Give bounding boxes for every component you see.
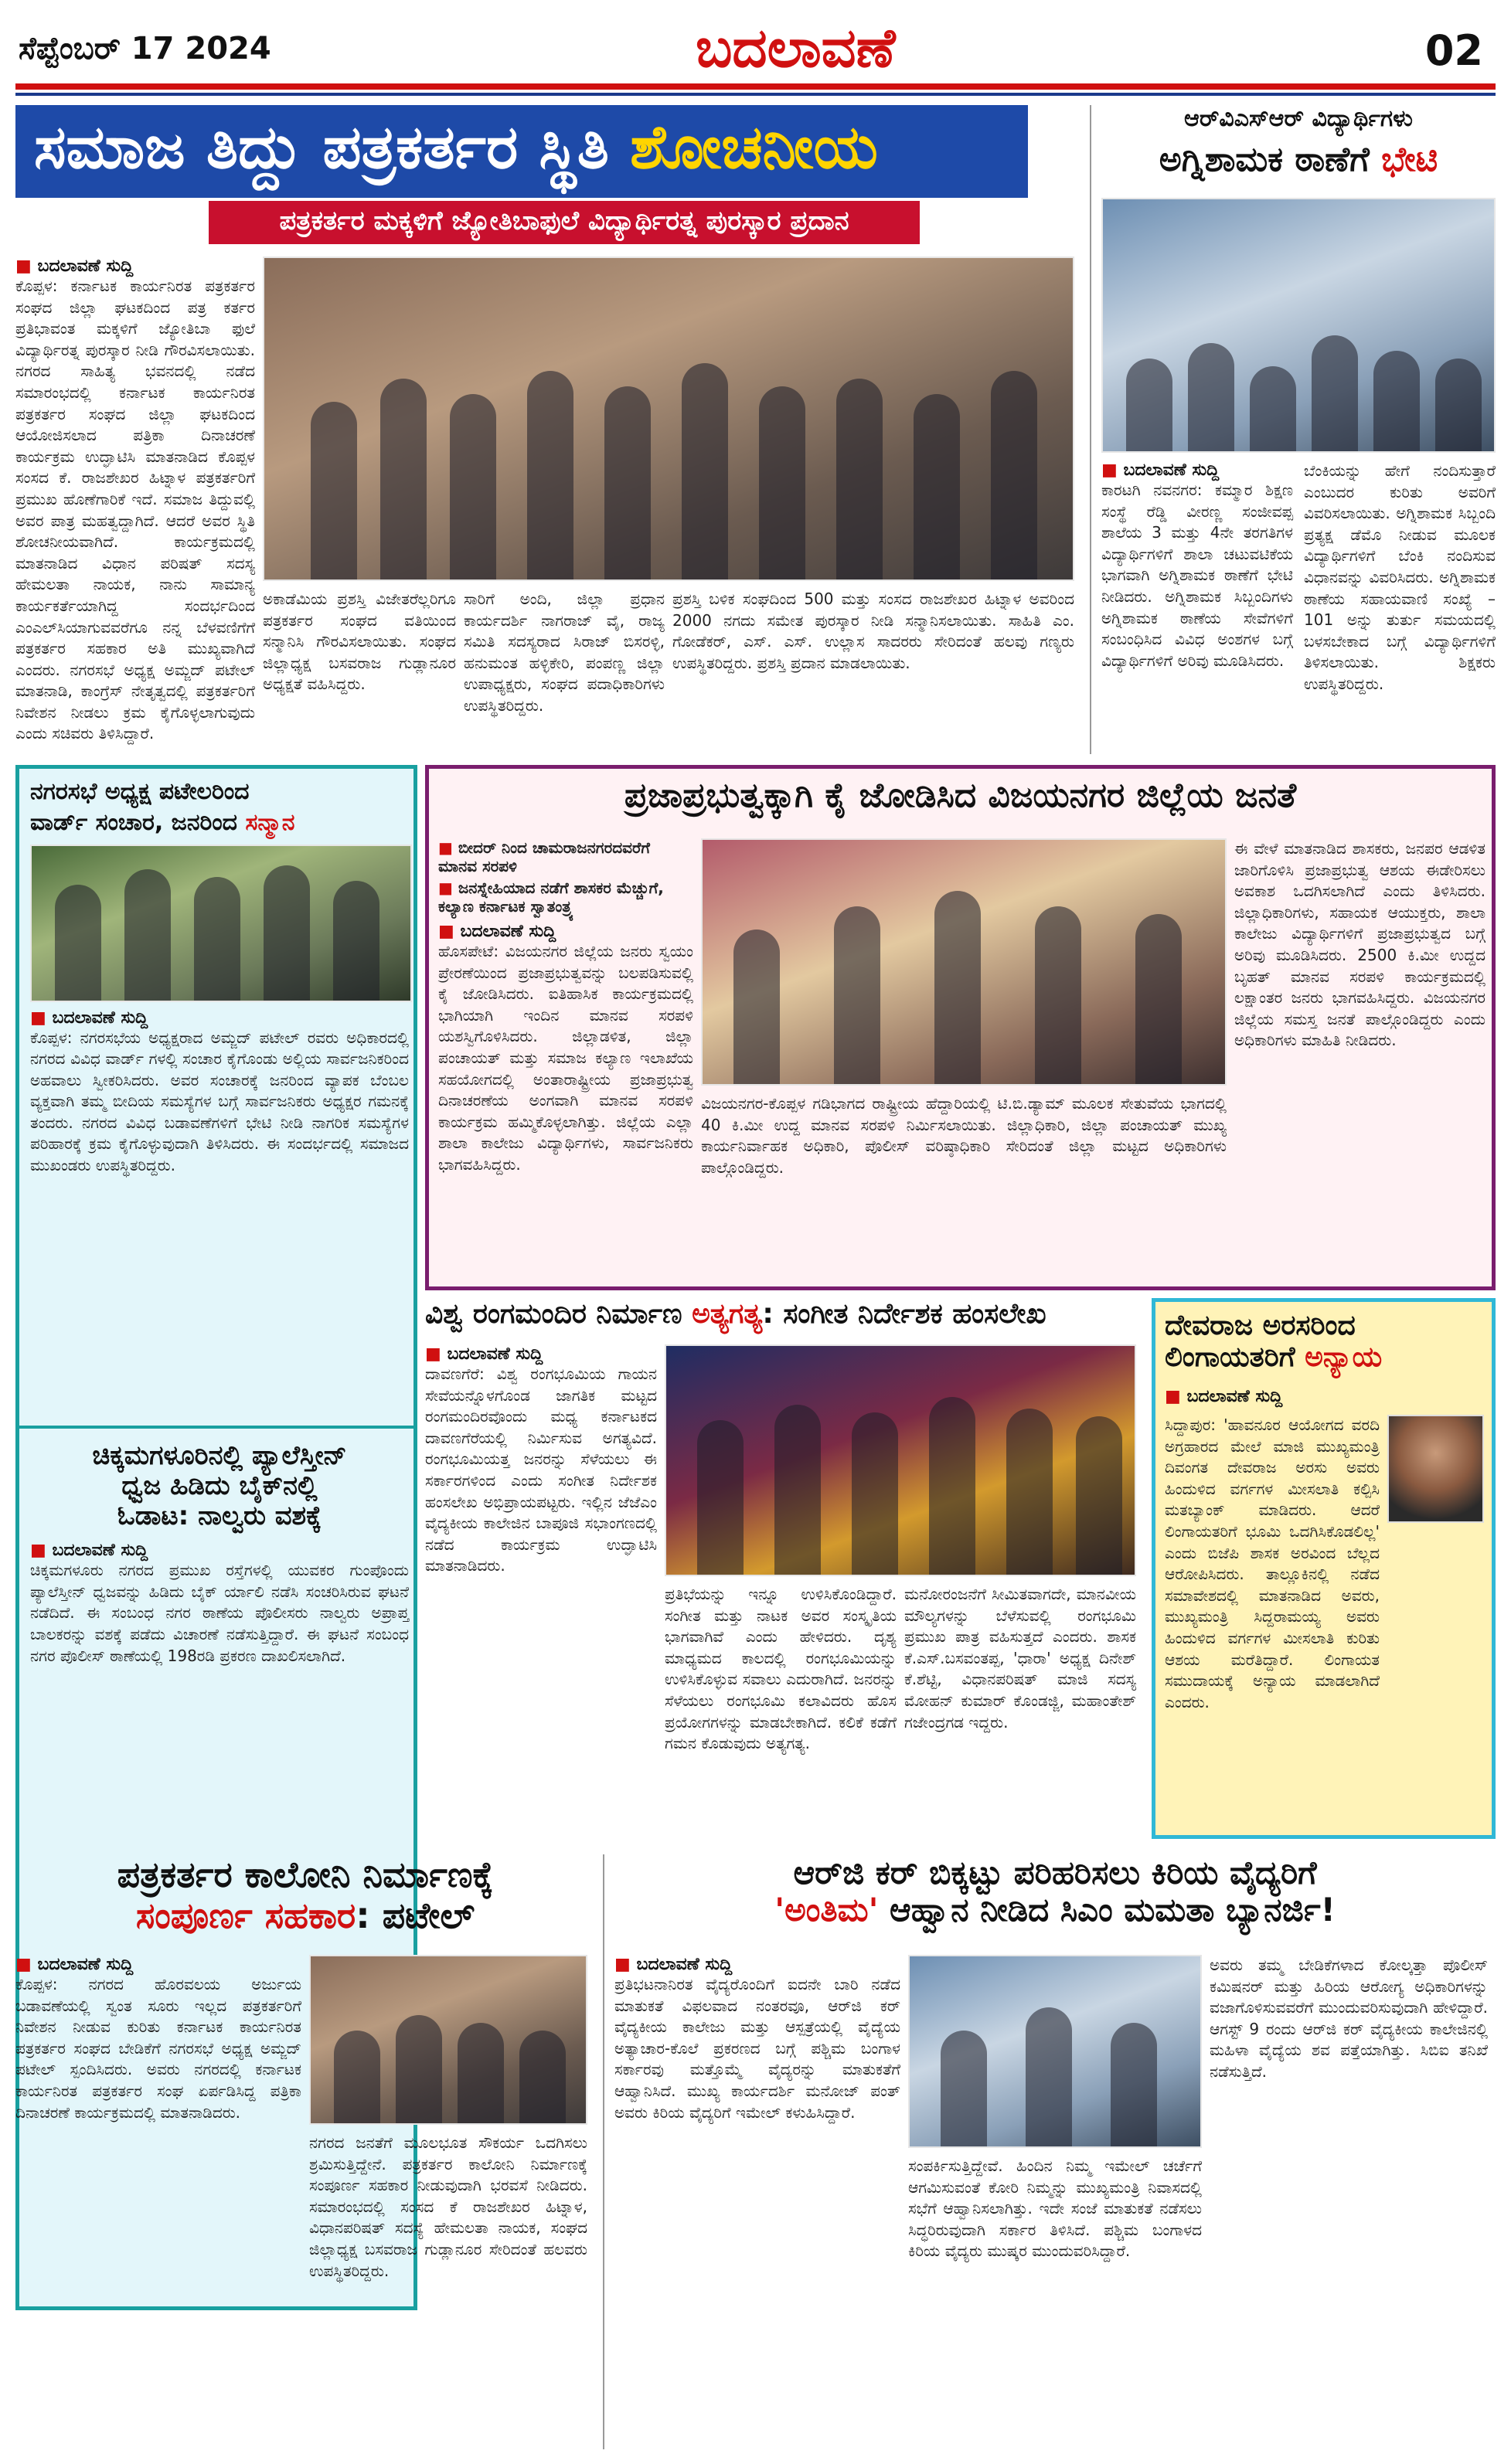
page-number: 02 xyxy=(1424,26,1483,75)
rvsr-headline-accent: ಭೇಟಿ xyxy=(1381,140,1438,179)
issue-date: ಸೆಪ್ಟೆಂಬರ್ 17 2024 xyxy=(19,31,271,66)
theatre-story xyxy=(425,1298,1144,1839)
rgkar-body-3: ಅವರು ತಮ್ಮ ಬೇಡಿಕೆಗಳಾದ ಕೋಲ್ಕತ್ತಾ ಪೊಲೀಸ್ ಕಮಿಷನರ್ ಮತ್ತು ಹಿರಿಯ ಆರೋಗ್ಯ ಅಧಿಕಾರಿಗಳನ್ನು ವಜಾಗೊಳಿಸುವವರೆಗೆ ಮುಂದುವರಿಸುವುದಾಗಿ ಹೇಳಿದ್ದಾರೆ. ಆಗಸ್ಟ್ 9 ರಂದು ಆರ್‌ಜಿ ಕರ್ ವೈದ್ಯಕೀಯ ಕಾಲೇಜಿನಲ್ಲಿ ಮಹಿಳಾ ವೈದ್ಯೆಯ ಶವ ಪತ್ತೆಯಾಗಿತ್ತು. ಸಿಬಿಐ ತನಿಖೆ ನಡೆಸುತ್ತಿದೆ. xyxy=(1210,1956,1488,2081)
ward-headline-main: ವಾರ್ಡ್ ಸಂಚಾರ, ಜನರಿಂದ xyxy=(30,809,246,836)
devaraj-headline-line-2 xyxy=(1165,1341,1485,1373)
democracy-body-3: ಈ ವೇಳೆ ಮಾತನಾಡಿದ ಶಾಸಕರು, ಜನಪರ ಆಡಳಿತ ಜಾರಿಗೊಳಿಸಿ ಪ್ರಜಾಪ್ರಭುತ್ವ ಆಶಯ ಈಡೇರಿಸಲು ಅವಕಾಶ ಒದಗಿಸಲಾಗಿದೆ ಎಂದು ತಿಳಿಸಿದರು. ಜಿಲ್ಲಾಧಿಕಾರಿಗಳು, ಸಹಾಯಕ ಆಯುಕ್ತರು, ಶಾಲಾ ಕಾಲೇಜು ವಿದ್ಯಾರ್ಥಿಗಳಿಗೆ ಪ್ರಜಾಪ್ರಭುತ್ವದ ಬಗ್ಗೆ ಅರಿವು ಮೂಡಿಸಿದರು. 2500 ಕಿ.ಮೀ ಉದ್ದದ ಬೃಹತ್ ಮಾನವ ಸರಪಳಿ ಕಾರ್ಯಕ್ರಮದಲ್ಲಿ ಲಕ್ಷಾಂತರ ಜನರು ಭಾಗವಹಿಸಿದ್ದರು. ವಿಜಯನಗರ ಜಿಲ್ಲೆಯ ಸಮಸ್ತ ಜನತೆ ಪಾಲ್ಗೊಂಡಿದ್ದರು ಎಂದು ಅಧಿಕಾರಿಗಳು ಮಾಹಿತಿ ನೀಡಿದರು. xyxy=(1234,839,1485,1050)
lead-column-1 xyxy=(15,257,255,743)
lead-strap: ಪತ್ರಕರ್ತರ ಮಕ್ಕಳಿಗೆ ಜ್ಯೋತಿಬಾಫುಲೆ ವಿದ್ಯಾರ್ಥಿರತ್ನ ಪುರಸ್ಕಾರ ಪ್ರದಾನ xyxy=(209,201,920,244)
lead-photo xyxy=(263,257,1074,581)
lead-body-4: ಪ್ರಶಸ್ತಿ ಬಳಿಕ ಸಂಘದಿಂದ 500 ಮತ್ತು ಸಂಸದ ರಾಜಶೇಖರ ಹಿಟ್ನಾಳ ಅವರಿಂದ 2000 ನಗದು ಸಮೇತ ಪುರಸ್ಕಾರ ನೀಡಿ ಸನ್ಮಾನಿಸಲಾಯಿತು. ಸಾಹಿತಿ ಎಂ. ಗೋಡೆಕರ್, ಎಸ್. ಎಸ್. ಉಲ್ಲಾಸ ಸಾದರರು ಸೇರಿದಂತೆ ಹಲವು ಗಣ್ಯರು ಉಪಸ್ಥಿತರಿದ್ದರು. ಪ್ರಶಸ್ತಿ ಪ್ರದಾನ ಮಾಡಲಾಯಿತು. xyxy=(672,590,1074,672)
theatre-body-3: ಮನೋರಂಜನೆಗೆ ಸೀಮಿತವಾಗದೇ, ಮಾನವೀಯ ಮೌಲ್ಯಗಳನ್ನು ಬೆಳೆಸುವಲ್ಲಿ ರಂಗಭೂಮಿ ಪ್ರಮುಖ ಪಾತ್ರ ವಹಿಸುತ್ತದೆ ಎಂದರು. ಶಾಸಕ ಕೆ.ಎಸ್.ಬಸವಂತಪ್ಪ, 'ಧಾರಾ' ಅಧ್ಯಕ್ಷ ದಿನೇಶ್ ಕೆ.ಶೆಟ್ಟಿ, ವಿಧಾನಪರಿಷತ್ ಮಾಜಿ ಸದಸ್ಯ ಮೋಹನ್ ಕುಮಾರ್ ಕೊಂಡಜ್ಜಿ, ಮಹಾಂತೇಶ್ ಗಜೇಂದ್ರಗಡ ಇದ್ದರು. xyxy=(904,1585,1136,1732)
ward-kicker: ನಗರಸಭೆ ಅಧ್ಯಕ್ಷ ಪಟೇಲರಿಂದ xyxy=(30,778,250,805)
democracy-bullet-1: ■ ಬೀದರ್ ನಿಂದ ಚಾಮರಾಜನಗರದವರೆಗೆ ಮಾನವ ಸರಪಳಿ xyxy=(438,838,693,875)
colony-body-2: ನಗರದ ಜನತೆಗೆ ಮೂಲಭೂತ ಸೌಕರ್ಯ ಒದಗಿಸಲು ಶ್ರಮಿಸುತ್ತಿದ್ದೇನೆ. ಪತ್ರಕರ್ತರ ಕಾಲೋನಿ ನಿರ್ಮಾಣಕ್ಕೆ ಸಂಪೂರ್ಣ ಸಹಕಾರ ನೀಡುವುದಾಗಿ ಭರವಸೆ ನೀಡಿದರು. ಸಮಾರಂಭದಲ್ಲಿ ಸಂಸದ ಕೆ ರಾಜಶೇಖರ ಹಿಟ್ನಾಳ, ವಿಧಾನಪರಿಷತ್ ಸದಸ್ಯೆ ಹೇಮಲತಾ ನಾಯಕ, ಸಂಘದ ಜಿಲ್ಲಾಧ್ಯಕ್ಷ ಬಸವರಾಜ ಗುಡ್ಲಾನೂರ ಸೇರಿದಂತೆ ಹಲವರು ಉಪಸ್ಥಿತರಿದ್ದರು. xyxy=(309,2133,587,2280)
chikmagalur-headline xyxy=(30,1441,409,1531)
column-divider xyxy=(1090,105,1091,754)
rvsr-kicker: ಆರ್‌ವಿಎಸ್‌ಆರ್ ವಿದ್ಯಾರ್ಥಿಗಳು xyxy=(1184,105,1413,132)
bottom-column-divider xyxy=(603,1854,604,2449)
rgkar-headline-accent: 'ಅಂತಿಮ' xyxy=(774,1891,879,1929)
colony-byline: ■ ಬದಲಾವಣೆ ಸುದ್ದಿ xyxy=(15,1955,301,1974)
newspaper-name: ಬದಲಾವಣೆ xyxy=(696,15,896,80)
rgkar-photo xyxy=(908,1955,1202,2148)
theatre-photo xyxy=(665,1344,1136,1576)
rvsr-body-2: ಬೆಂಕಿಯನ್ನು ಹೇಗೆ ನಂದಿಸುತ್ತಾರೆ ಎಂಬುದರ ಕುರಿತು ಅವರಿಗೆ ವಿವರಿಸಲಾಯಿತು. ಅಗ್ನಿಶಾಮಕ ಸಿಬ್ಬಂದಿ ಪ್ರತ್ಯಕ್ಷ ಡೆಮೊ ನೀಡುವ ಮೂಲಕ ವಿದ್ಯಾರ್ಥಿಗಳಿಗೆ ಬೆಂಕಿ ನಂದಿಸುವ ವಿಧಾನವನ್ನು ವಿವರಿಸಿದರು. ಅಗ್ನಿಶಾಮಕ ಠಾಣೆಯ ಸಹಾಯವಾಣಿ ಸಂಖ್ಯೆ – 101 ಅನ್ನು ತುರ್ತು ಸಮಯದಲ್ಲಿ ಬಳಸಬೇಕಾದ ಬಗ್ಗೆ ವಿದ್ಯಾರ್ಥಿಗಳಿಗೆ ತಿಳಿಸಲಾಯಿತು. ಶಿಕ್ಷಕರು ಉಪಸ್ಥಿತರಿದ್ದರು. xyxy=(1304,461,1496,693)
democracy-byline: ■ ಬದಲಾವಣೆ ಸುದ್ದಿ xyxy=(438,922,693,941)
theatre-headline-tail: : ಸಂಗೀತ ನಿರ್ದೇಶಕ ಹಂಸಲೇಖ xyxy=(762,1298,1046,1330)
rgkar-byline: ■ ಬದಲಾವಣೆ ಸುದ್ದಿ xyxy=(614,1955,900,1974)
lead-headline-accent: ಶೋಚನೀಯ xyxy=(630,113,878,182)
chikmagalur-headline-line-1: ಚಿಕ್ಕಮಗಳೂರಿನಲ್ಲಿ ಪ್ಯಾಲೆಸ್ತೀನ್ xyxy=(92,1440,347,1471)
ward-byline: ■ ಬದಲಾವಣೆ ಸುದ್ದಿ xyxy=(30,1008,409,1028)
devaraj-headline xyxy=(1165,1310,1485,1374)
democracy-bullet-2: ■ ಜನಸ್ನೇಹಿಯಾದ ನಡೆಗೆ ಶಾಸಕರ ಮೆಚ್ಚುಗೆ, ಕಲ್ಯಾಣ ಕರ್ನಾಟಕ ಸ್ವಾತಂತ್ರ್ಯ xyxy=(438,879,693,916)
colony-story xyxy=(15,1854,595,2449)
theatre-body-2: ಪ್ರತಿಭೆಯನ್ನು ಇನ್ನೂ ಉಳಿಸಿಕೊಂಡಿದ್ದಾರೆ. ಸಂಗೀತ ಮತ್ತು ನಾಟಕ ಅವರ ಸಂಸ್ಕೃತಿಯ ಭಾಗವಾಗಿವೆ ಎಂದು ಹೇಳಿದರು. ದೃಶ್ಯ ಮಾಧ್ಯಮದ ಕಾಲದಲ್ಲಿ ರಂಗಭೂಮಿಯನ್ನು ಉಳಿಸಿಕೊಳ್ಳುವ ಸವಾಲು ಎದುರಾಗಿದೆ. ಜನರನ್ನು ಸೆಳೆಯಲು ರಂಗಭೂಮಿ ಕಲಾವಿದರು ಹೊಸ ಪ್ರಯೋಗಗಳನ್ನು ಮಾಡಬೇಕಾಗಿದೆ. ಕಲಿಕೆ ಕಡೆಗೆ ಗಮನ ಕೊಡುವುದು ಅತ್ಯಗತ್ಯ. xyxy=(665,1585,897,1753)
colony-headline-line-2 xyxy=(15,1895,595,1936)
theatre-headline-main: ವಿಶ್ವ ರಂಗಮಂದಿರ ನಿರ್ಮಾಣ xyxy=(425,1298,693,1330)
devaraj-headline-line-1: ದೇವರಾಜ ಅರಸರಿಂದ xyxy=(1165,1310,1356,1341)
rvsr-photo xyxy=(1101,198,1496,453)
ward-story xyxy=(30,778,409,1399)
ward-headline-accent: ಸನ್ಮಾನ xyxy=(245,809,295,836)
colony-photo xyxy=(309,1955,587,2125)
colony-body-1: ಕೊಪ್ಪಳ: ನಗರದ ಹೊರವಲಯ ಅರ್ಜುಯ ಬಡಾವಣೆಯಲ್ಲಿ ಸ್ವಂತ ಸೂರು ಇಲ್ಲದ ಪತ್ರಕರ್ತರಿಗೆ ನಿವೇಶನ ನೀಡುವ ಕುರಿತು ಕರ್ನಾಟಕ ಕಾರ್ಯನಿರತ ಪತ್ರಕರ್ತರ ಸಂಘದ ಬೇಡಿಕೆಗೆ ನಗರಸಭೆ ಅಧ್ಯಕ್ಷ ಅಮ್ಜದ್ ಪಟೇಲ್ ಸ್ಪಂದಿಸಿದರು. ಅವರು ನಗರದಲ್ಲಿ ಕರ್ನಾಟಕ ಕಾರ್ಯನಿರತ ಪತ್ರಕರ್ತರ ಸಂಘ ಏರ್ಪಡಿಸಿದ್ದ ಪತ್ರಿಕಾ ದಿನಾಚರಣೆ ಕಾರ್ಯಕ್ರಮದಲ್ಲಿ ಮಾತನಾಡಿದರು. xyxy=(15,1975,301,2122)
chikmagalur-headline-line-2: ಧ್ವಜ ಹಿಡಿದು ಬೈಕ್‌ನಲ್ಲಿ xyxy=(121,1470,318,1502)
chikmagalur-body: ಚಿಕ್ಕಮಗಳೂರು ನಗರದ ಪ್ರಮುಖ ರಸ್ತೆಗಳಲ್ಲಿ ಯುವಕರ ಗುಂಪೊಂದು ಪ್ಯಾಲೆಸ್ತೀನ್ ಧ್ವಜವನ್ನು ಹಿಡಿದು ಬೈಕ್ ರ್ಯಾಲಿ ನಡೆಸಿ ಸಂಚರಿಸಿರುವ ಘಟನೆ ನಡೆದಿದೆ. ಈ ಸಂಬಂಧ ನಗರ ಠಾಣೆಯ ಪೊಲೀಸರು ನಾಲ್ವರು ಅಪ್ರಾಪ್ತ ಬಾಲಕರನ್ನು ವಶಕ್ಕೆ ಪಡೆದು ವಿಚಾರಣೆ ನಡೆಸುತ್ತಿದ್ದಾರೆ. ಈ ಘಟನೆ ಸಂಬಂಧ ನಗರ ಪೊಲೀಸ್ ಠಾಣೆಯಲ್ಲಿ 198ರಡಿ ಪ್ರಕರಣ ದಾಖಲಿಸಲಾಗಿದೆ. xyxy=(30,1561,409,1665)
democracy-story xyxy=(425,765,1496,1290)
rgkar-headline-line-1: ಆರ್‌ಜಿ ಕರ್ ಬಿಕ್ಕಟ್ಟು ಪರಿಹರಿಸಲು ಕಿರಿಯ ವೈದ್ಯರಿಗೆ xyxy=(793,1854,1317,1891)
democracy-photo xyxy=(701,838,1227,1086)
rvsr-body-1: ಕಾರಟಗಿ ನವನಗರ: ಕಮ್ಮಾರ ಶಿಕ್ಷಣ ಸಂಸ್ಥೆ ರೆಡ್ಡಿ ವೀರಣ್ಣ ಸಂಜೀವಪ್ಪ ಶಾಲೆಯ 3 ಮತ್ತು 4ನೇ ತರಗತಿಗಳ ವಿದ್ಯಾರ್ಥಿಗಳಿಗೆ ಶಾಲಾ ಚಟುವಟಿಕೆಯ ಭಾಗವಾಗಿ ಅಗ್ನಿಶಾಮಕ ಠಾಣೆಗೆ ಭೇಟಿ ನೀಡಿದರು. ಅಗ್ನಿಶಾಮಕ ಸಿಬ್ಬಂದಿಗಳು ಅಗ್ನಿಶಾಮಕ ಠಾಣೆಯ ಸೇವೆಗಳಿಗೆ ಸಂಬಂಧಿಸಿದ ವಿವಿಧ ಅಂಶಗಳ ಬಗ್ಗೆ ವಿದ್ಯಾರ್ಥಿಗಳಿಗೆ ಅರಿವು ಮೂಡಿಸಿದರು. xyxy=(1101,481,1293,670)
colony-headline-line-1: ಪತ್ರಕರ್ತರ ಕಾಲೋನಿ ನಿರ್ಮಾಣಕ್ಕೆ xyxy=(117,1854,494,1895)
rgkar-headline xyxy=(614,1854,1496,1929)
devaraj-headline-accent: ಅನ್ಯಾಯ xyxy=(1305,1341,1383,1374)
theatre-headline xyxy=(425,1298,1144,1330)
devaraj-story xyxy=(1152,1298,1496,1839)
devaraj-body-top: ಸಿದ್ದಾಪುರ: 'ಹಾವನೂರ ಆಯೋಗದ ವರದಿ ಅಗ್ರಹಾರದ ಮೇಲೆ ಮಾಜಿ ಮುಖ್ಯಮಂತ್ರಿ ದಿವಂಗತ ದೇವರಾಜ ಅರಸು ಅವರು ಹಿಂದುಳಿದ ವರ್ಗಗಳ ಮೀಸಲಾತಿ ಕಲ್ಪಿಸಿ ಮತಬ್ಯಾಂಕ್ ಮಾಡಿದರು. ಆದರೆ ಲಿಂಗಾಯತರಿಗೆ ಭೂಮಿ ಒದಗಿಸಿಕೊಡಲಿಲ್ಲ' ಎಂದು ಬಿಜೆಪಿ ಶಾಸಕ ಅರವಿಂದ ಬೆಲ್ಲದ ಆರೋಪಿಸಿದರು. ತಾಲ್ಲೂಕಿನಲ್ಲಿ ನಡೆದ ಸಮಾವೇಶದಲ್ಲಿ ಮಾತನಾಡಿದ ಅವರು, ಮುಖ್ಯಮಂತ್ರಿ ಸಿದ್ದರಾಮಯ್ಯ ಅವರು ಹಿಂದುಳಿದ ವರ್ಗಗಳ ಮೀಸಲಾತಿ ಕುರಿತು ಆಶಯ ಮರೆತಿದ್ದಾರೆ. ಲಿಂಗಾಯತ ಸಮುದಾಯಕ್ಕೆ ಅನ್ಯಾಯ ಮಾಡಲಾಗಿದೆ ಎಂದರು. xyxy=(1165,1416,1380,1711)
lead-body-1: ಕೊಪ್ಪಳ: ಕರ್ನಾಟಕ ಕಾರ್ಯನಿರತ ಪತ್ರಕರ್ತರ ಸಂಘದ ಜಿಲ್ಲಾ ಘಟಕದಿಂದ ಪತ್ರ ಕರ್ತರ ಪ್ರತಿಭಾವಂತ ಮಕ್ಕಳಿಗೆ ಜ್ಯೋತಿಬಾ ಫುಲೆ ವಿದ್ಯಾರ್ಥಿರತ್ನ ಪುರಸ್ಕಾರ ನೀಡಿ ಗೌರವಿಸಲಾಯಿತು. ನಗರದ ಸಾಹಿತ್ಯ ಭವನದಲ್ಲಿ ನಡೆದ ಸಮಾರಂಭದಲ್ಲಿ ಕರ್ನಾಟಕ ಕಾರ್ಯನಿರತ ಪತ್ರಕರ್ತರ ಸಂಘದ ಜಿಲ್ಲಾ ಘಟಕದಿಂದ ಆಯೋಜಿಸಲಾದ ಪತ್ರಿಕಾ ದಿನಾಚರಣೆ ಕಾರ್ಯಕ್ರಮ ಉದ್ಘಾಟಿಸಿ ಮಾತನಾಡಿದ ಕೊಪ್ಪಳ ಸಂಸದ ಕೆ. ರಾಜಶೇಖರ ಹಿಟ್ನಾಳ ಪತ್ರಕರ್ತರಿಗೆ ಪ್ರಮುಖ ಹೊಣೆಗಾರಿಕೆ ಇದೆ. ಸಮಾಜ ತಿದ್ದುವಲ್ಲಿ ಅವರ ಪಾತ್ರ ಮಹತ್ವದ್ದಾಗಿದೆ. ಆದರೆ ಅವರ ಸ್ಥಿತಿ ಶೋಚನೀಯವಾಗಿದೆ. ಕಾರ್ಯಕ್ರಮದಲ್ಲಿ ಮಾತನಾಡಿದ ವಿಧಾನ ಪರಿಷತ್ ಸದಸ್ಯ ಹೇಮಲತಾ ನಾಯಕ, ನಾನು ಸಾಮಾನ್ಯ ಕಾರ್ಯಕರ್ತೆಯಾಗಿದ್ದ ಸಂದರ್ಭದಿಂದ ಎಂಎಲ್‌ಸಿಯಾಗುವವರೆಗೂ ನನ್ನ ಬೆಳವಣಿಗೆಗೆ ಪತ್ರಕರ್ತರ ಸಹಕಾರ ಅತಿ ಮುಖ್ಯವಾಗಿದೆ ಎಂದರು. ನಗರಸಭೆ ಅಧ್ಯಕ್ಷ ಅಮ್ಜದ್ ಪಟೇಲ್ ಮಾತನಾಡಿ, ಕಾಂಗ್ರೆಸ್ ನೇತೃತ್ವದಲ್ಲಿ ಪತ್ರಕರ್ತರಿಗೆ ನಿವೇಶನ ನೀಡಲು ಕ್ರಮ ಕೈಗೊಳ್ಳಲಾಗುವುದು ಎಂದು ಸಚಿವರು ತಿಳಿಸಿದ್ದಾರೆ. xyxy=(15,277,255,743)
rvsr-story xyxy=(1101,105,1496,754)
rgkar-column-1 xyxy=(614,1955,900,2442)
rgkar-body-2: ಸಂಪರ್ಕಿಸುತ್ತಿದ್ದೇವೆ. ಹಿಂದಿನ ನಿಮ್ಮ ಇಮೇಲ್ ಚರ್ಚೆಗೆ ಆಗಮಿಸುವಂತೆ ಕೋರಿ ನಿಮ್ಮನ್ನು ಮುಖ್ಯಮಂತ್ರಿ ನಿವಾಸದಲ್ಲಿ ಸಭೆಗೆ ಆಹ್ವಾನಿಸಲಾಗಿತ್ತು. ಇದೇ ಸಂಜೆ ಮಾತುಕತೆ ನಡೆಸಲು ಸಿದ್ಧರಿರುವುದಾಗಿ ಸರ್ಕಾರ ತಿಳಿಸಿದೆ. ಪಶ್ಚಿಮ ಬಂಗಾಳದ ಕಿರಿಯ ವೈದ್ಯರು ಮುಷ್ಕರ ಮುಂದುವರಿಸಿದ್ದಾರೆ. xyxy=(908,2156,1202,2261)
chikmagalur-headline-line-3: ಓಡಾಟ: ನಾಲ್ವರು ವಶಕ್ಕೆ xyxy=(117,1500,322,1532)
theatre-body-1: ದಾವಣಗೆರೆ: ವಿಶ್ವ ರಂಗಭೂಮಿಯ ಗಾಯನ ಸೇವೆಯನ್ನೊಳಗೊಂಡ ಜಾಗತಿಕ ಮಟ್ಟದ ರಂಗಮಂದಿರವೊಂದು ಮಧ್ಯ ಕರ್ನಾಟಕದ ದಾವಣಗೆರೆಯಲ್ಲಿ ನಿರ್ಮಿಸುವ ಅಗತ್ಯವಿದೆ. ರಂಗಭೂಮಿಯತ್ತ ಜನರನ್ನು ಸೆಳೆಯಲು ಈ ಸರ್ಕಾರಗಳಿಂದ ಎಂದು ಸಂಗೀತ ನಿರ್ದೇಶಕ ಹಂಸಲೇಖ ಅಭಿಪ್ರಾಯಪಟ್ಟರು. ಇಲ್ಲಿನ ಜೆಜೆಎಂ ವೈದ್ಯಕೀಯ ಕಾಲೇಜಿನ ಬಾಪೂಜಿ ಸಭಾಂಗಣದಲ್ಲಿ ನಡೆದ ಕಾರ್ಯಕ್ರಮ ಉದ್ಘಾಟಿಸಿ ಮಾತನಾಡಿದರು. xyxy=(425,1365,657,1575)
democracy-headline: ಪ್ರಜಾಪ್ರಭುತ್ವಕ್ಕಾಗಿ ಕೈ ಜೋಡಿಸಿದ ವಿಜಯನಗರ ಜಿಲ್ಲೆಯ ಜನತೆ xyxy=(624,776,1297,815)
devaraj-headshot xyxy=(1387,1415,1484,1523)
democracy-body-2: ವಿಜಯನಗರ-ಕೊಪ್ಪಳ ಗಡಿಭಾಗದ ರಾಷ್ಟ್ರೀಯ ಹೆದ್ದಾರಿಯಲ್ಲಿ ಟಿ.ಬಿ.ಡ್ಯಾಮ್ ಮೂಲಕ ಸೇತುವೆಯ ಭಾಗದಲ್ಲಿ 40 ಕಿ.ಮೀ ಉದ್ದ ಮಾನವ ಸರಪಳಿ ನಿರ್ಮಿಸಲಾಯಿತು. ಜಿಲ್ಲಾಧಿಕಾರಿ, ಜಿಲ್ಲಾ ಪಂಚಾಯತ್ ಮುಖ್ಯ ಕಾರ್ಯನಿರ್ವಾಹಕ ಅಧಿಕಾರಿ, ಪೊಲೀಸ್ ವರಿಷ್ಠಾಧಿಕಾರಿ ಸೇರಿದಂತೆ ಜಿಲ್ಲಾ ಮಟ್ಟದ ಅಧಿಕಾರಿಗಳು ಪಾಲ್ಗೊಂಡಿದ್ದರು. xyxy=(701,1094,1227,1177)
theatre-headline-accent: ಅತ್ಯಗತ್ಯ xyxy=(692,1298,763,1330)
rgkar-headline-line-2 xyxy=(614,1891,1496,1929)
rgkar-body-1: ಪ್ರತಿಭಟನಾನಿರತ ವೈದ್ಯರೊಂದಿಗೆ ಐದನೇ ಬಾರಿ ನಡೆದ ಮಾತುಕತೆ ವಿಫಲವಾದ ನಂತರವೂ, ಆರ್‌ಜಿ ಕರ್ ವೈದ್ಯಕೀಯ ಕಾಲೇಜು ಮತ್ತು ಆಸ್ಪತ್ರೆಯಲ್ಲಿ ವೈದ್ಯೆಯ ಅತ್ಯಾಚಾರ-ಕೊಲೆ ಪ್ರಕರಣದ ಬಗ್ಗೆ ಪಶ್ಚಿಮ ಬಂಗಾಳ ಸರ್ಕಾರವು ಮತ್ತೊಮ್ಮೆ ವೈದ್ಯರನ್ನು ಮಾತುಕತೆಗೆ ಆಹ್ವಾನಿಸಿದೆ. ಮುಖ್ಯ ಕಾರ್ಯದರ್ಶಿ ಮನೋಜ್ ಪಂತ್ ಅವರು ಕಿರಿಯ ವೈದ್ಯರಿಗೆ ಇಮೇಲ್ ಕಳುಹಿಸಿದ್ದಾರೆ. xyxy=(614,1975,900,2122)
lead-headline xyxy=(15,105,1028,198)
democracy-body-1: ಹೊಸಪೇಟೆ: ವಿಜಯನಗರ ಜಿಲ್ಲೆಯ ಜನರು ಸ್ವಯಂ ಪ್ರೇರಣೆಯಿಂದ ಪ್ರಜಾಪ್ರಭುತ್ವವನ್ನು ಬಲಪಡಿಸುವಲ್ಲಿ ಕೈ ಜೋಡಿಸಿದರು. ಐತಿಹಾಸಿಕ ಕಾರ್ಯಕ್ರಮದಲ್ಲಿ ಭಾಗಿಯಾಗಿ ಇಂದಿನ ಮಾನವ ಸರಪಳಿ ಯಶಸ್ವಿಗೊಳಿಸಿದರು. ಜಿಲ್ಲಾಡಳಿತ, ಜಿಲ್ಲಾ ಪಂಚಾಯತ್ ಮತ್ತು ಸಮಾಜ ಕಲ್ಯಾಣ ಇಲಾಖೆಯ ಸಹಯೋಗದಲ್ಲಿ ಅಂತಾರಾಷ್ಟ್ರೀಯ ಪ್ರಜಾಪ್ರಭುತ್ವ ದಿನಾಚರಣೆಯ ಅಂಗವಾಗಿ ಮಾನವ ಸರಪಳಿ ಕಾರ್ಯಕ್ರಮ ಹಮ್ಮಿಕೊಳ್ಳಲಾಗಿತ್ತು. ಜಿಲ್ಲೆಯ ಎಲ್ಲಾ ಶಾಲಾ ಕಾಲೇಜು ವಿದ್ಯಾರ್ಥಿಗಳು, ಸಾರ್ವಜನಿಕರು ಭಾಗವಹಿಸಿದ್ದರು. xyxy=(438,942,693,1174)
lead-body-3: ಸಾರಿಗೆ ಅಂದಿ, ಜಿಲ್ಲಾ ಪ್ರಧಾನ ಕಾರ್ಯದರ್ಶಿ ನಾಗರಾಜ್ ವೈ, ರಾಜ್ಯ ಸಮಿತಿ ಸದಸ್ಯರಾದ ಸಿರಾಜ್ ಬಿಸರಳ್ಳಿ, ಹನುಮಂತ ಹಳ್ಳಿಕೇರಿ, ಪಂಪಣ್ಣ ಜಿಲ್ಲಾ ಉಪಾಧ್ಯಕ್ಷರು, ಸಂಘದ ಪದಾಧಿಕಾರಿಗಳು ಉಪಸ್ಥಿತರಿದ್ದರು. xyxy=(464,590,665,715)
lead-story xyxy=(15,105,1082,754)
ward-photo xyxy=(30,845,412,1002)
colony-headline-accent: ಸಂಪೂರ್ಣ ಸಹಕಾರ xyxy=(135,1894,356,1936)
theatre-column-1 xyxy=(425,1344,657,1839)
rgkar-story xyxy=(614,1854,1496,2449)
masthead-rule-red xyxy=(15,83,1496,90)
masthead-rule-blue xyxy=(15,93,1496,96)
lead-byline: ■ ಬದಲಾವಣೆ ಸುದ್ದಿ xyxy=(15,257,255,276)
colony-column-1 xyxy=(15,1955,301,2442)
colony-headline-tail: : ಪಟೇಲ್ xyxy=(356,1894,475,1936)
democracy-column-1 xyxy=(438,838,693,1279)
ward-headline xyxy=(30,810,409,837)
colony-headline xyxy=(15,1854,595,1936)
chikmagalur-byline: ■ ಬದಲಾವಣೆ ಸುದ್ದಿ xyxy=(30,1541,409,1560)
left-column-divider xyxy=(19,1426,413,1429)
theatre-byline: ■ ಬದಲಾವಣೆ ಸುದ್ದಿ xyxy=(425,1344,657,1364)
lead-headline-main: ಸಮಾಜ ತಿದ್ದು ಪತ್ರಕರ್ತರ ಸ್ಥಿತಿ xyxy=(34,113,631,182)
rgkar-headline-tail: ಆಹ್ವಾನ ನೀಡಿದ ಸಿಎಂ ಮಮತಾ ಬ್ಯಾನರ್ಜಿ! xyxy=(878,1891,1336,1929)
rvsr-column-1 xyxy=(1101,461,1293,754)
rvsr-headline-main: ಅಗ್ನಿಶಾಮಕ ಠಾಣೆಗೆ xyxy=(1159,140,1382,179)
devaraj-headline-main: ಲಿಂಗಾಯತರಿಗೆ xyxy=(1165,1341,1305,1374)
devaraj-byline: ■ ಬದಲಾವಣೆ ಸುದ್ದಿ xyxy=(1165,1387,1282,1406)
rvsr-headline xyxy=(1101,141,1496,180)
rvsr-byline: ■ ಬದಲಾವಣೆ ಸುದ್ದಿ xyxy=(1101,461,1293,480)
ward-body: ಕೊಪ್ಪಳ: ನಗರಸಭೆಯ ಅಧ್ಯಕ್ಷರಾದ ಅಮ್ಜದ್ ಪಟೇಲ್ ರವರು ಅಧಿಕಾರದಲ್ಲಿ ನಗರದ ವಿವಿಧ ವಾರ್ಡ್ ಗಳಲ್ಲಿ ಸಂಚಾರ ಕೈಗೊಂಡು ಅಲ್ಲಿಯ ಸಾರ್ವಜನಿಕರಿಂದ ಅಹವಾಲು ಸ್ವೀಕರಿಸಿದರು. ಅವರ ಸಂಚಾರಕ್ಕೆ ಜನರಿಂದ ವ್ಯಾಪಕ ಬೆಂಬಲ ವ್ಯಕ್ತವಾಗಿ ತಮ್ಮ ಬೀದಿಯ ಸಮಸ್ಯೆಗಳ ಬಗ್ಗೆ ಸಾರ್ವಜನಿಕರು ಅಧ್ಯಕ್ಷರ ಗಮನಕ್ಕೆ ತಂದರು. ನಗರದ ವಿವಿಧ ಬಡಾವಣೆಗಳಿಗೆ ಭೇಟಿ ನೀಡಿ ನಾಗರಿಕ ಸಮಸ್ಯೆಗಳ ಪರಿಹಾರಕ್ಕೆ ಕ್ರಮ ಕೈಗೊಳ್ಳುವುದಾಗಿ ತಿಳಿಸಿದರು. ಈ ಸಂದರ್ಭದಲ್ಲಿ ಸಮಾಜದ ಮುಖಂಡರು ಉಪಸ್ಥಿತರಿದ್ದರು. xyxy=(30,1028,409,1175)
lead-body-2: ಅಕಾಡೆಮಿಯ ಪ್ರಶಸ್ತಿ ವಿಜೇತರೆಲ್ಲರಿಗೂ ಪತ್ರಕರ್ತರ ಸಂಘದ ವತಿಯಿಂದ ಸನ್ಮಾನಿಸಿ ಗೌರವಿಸಲಾಯಿತು. ಸಂಘದ ಜಿಲ್ಲಾಧ್ಯಕ್ಷ ಬಸವರಾಜ ಗುಡ್ಲಾನೂರ ಅಧ್ಯಕ್ಷತೆ ವಹಿಸಿದ್ದರು. xyxy=(263,590,456,694)
